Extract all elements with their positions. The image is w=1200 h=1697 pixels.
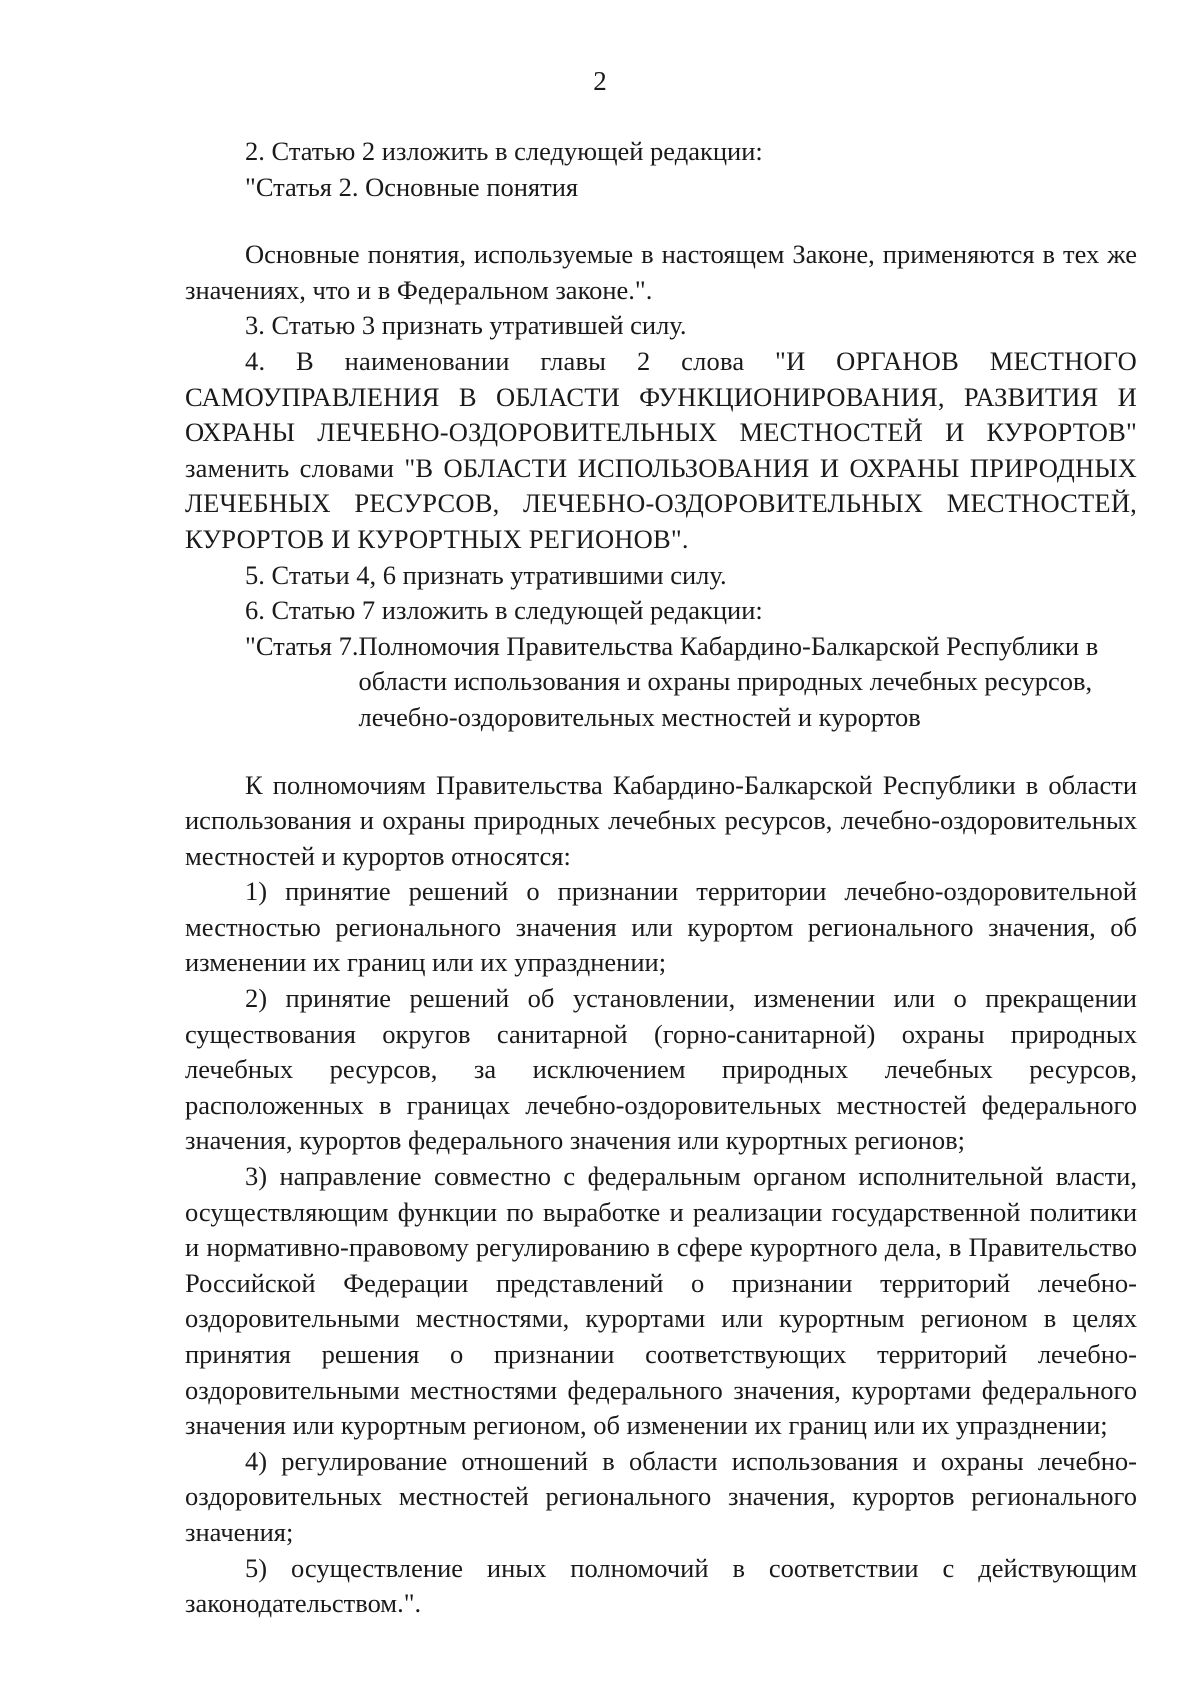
paragraph-basic-concepts: Основные понятия, используемые в настоящем Законе, применяются в тех же значениях, что и в Федеральном законе.". [185, 239, 1137, 305]
paragraph-amendment-2: 2. Статью 2 изложить в следующей редакции: [245, 136, 763, 166]
article-7-heading [245, 629, 1137, 736]
list-item-5: 5) осуществление иных полномочий в соответствии с действующим законодательством.". [185, 1552, 1137, 1619]
paragraph-powers-intro: К полномочиям Правительства Кабардино-Балкарской Республики в области использования и охраны природных лечебных ресурсов, лечебно-оздоровительных местностей и курортов относятся: [185, 769, 1137, 871]
list-item-3: 3) направление совместно с федеральным органом исполнительной власти, осуществляющим функции по выработке и реализации государственной политики и нормативно-правовому регулированию в сфере курортного дела, в Правительство Российской Федерации представлений о признании территорий лечебно-оздоровительными местностями, курортами или курортным регионом в целях принятия решения о признании соответствующих территорий лечебно-оздоровительными местностями федерального значения, курортами федерального значения или курортным регионом, об изменении их границ или их упразднении; [185, 1161, 1137, 1441]
paragraph-amendment-5: 5. Статьи 4, 6 признать утратившими силу. [245, 559, 727, 590]
paragraph-amendment-4: 4. В наименовании главы 2 слова "И ОРГАНОВ МЕСТНОГО САМОУПРАВЛЕНИЯ В ОБЛАСТИ ФУНКЦИОНИРОВАНИЯ, РАЗВИТИЯ И ОХРАНЫ ЛЕЧЕБНО-ОЗДОРОВИТЕЛЬНЫХ МЕСТНОСТЕЙ И КУРОРТОВ" заменить словами "В ОБЛАСТИ ИСПОЛЬЗОВАНИЯ И ОХРАНЫ ПРИРОДНЫХ ЛЕЧЕБНЫХ РЕСУРСОВ, ЛЕЧЕБНО-ОЗДОРОВИТЕЛЬНЫХ МЕСТНОСТЕЙ, КУРОРТОВ И КУРОРТНЫХ РЕГИОНОВ". [185, 345, 1137, 554]
article-2-heading: "Статья 2. Основные понятия [245, 171, 579, 202]
list-item-2: 2) принятие решений об установлении, изменении или о прекращении существования округов санитарной (горно-санитарной) охраны природных лечебных ресурсов, за исключением природных лечебных ресурсов, расположенных в границах лечебно-оздоровительных местностей федерального значения, курортов федерального значения или курортных регионов; [185, 983, 1137, 1156]
spacer [185, 736, 1137, 768]
list-item-4: 4) регулирование отношений в области использования и охраны лечебно-оздоровительных местностей регионального значения, курортов регионального значения; [185, 1445, 1137, 1547]
article-7-title: Полномочия Правительства Кабардино-Балкарской Республики в области использования и охраны природных лечебных ресурсов, лечебно-оздоровительных местностей и курортов [358, 630, 1099, 732]
spacer [185, 205, 1137, 237]
paragraph-amendment-6: 6. Статью 7 изложить в следующей редакции: [245, 595, 763, 626]
page-number: 2 [593, 66, 607, 96]
article-7-label: "Статья 7. [245, 630, 359, 661]
document-body [185, 134, 1137, 1622]
paragraph-amendment-3: 3. Статью 3 признать утратившей силу. [245, 310, 687, 341]
list-item-1: 1) принятие решений о признании территории лечебно-оздоровительной местностью регионального значения или курортом регионального значения, об изменении их границ или их упразднении; [185, 876, 1137, 978]
